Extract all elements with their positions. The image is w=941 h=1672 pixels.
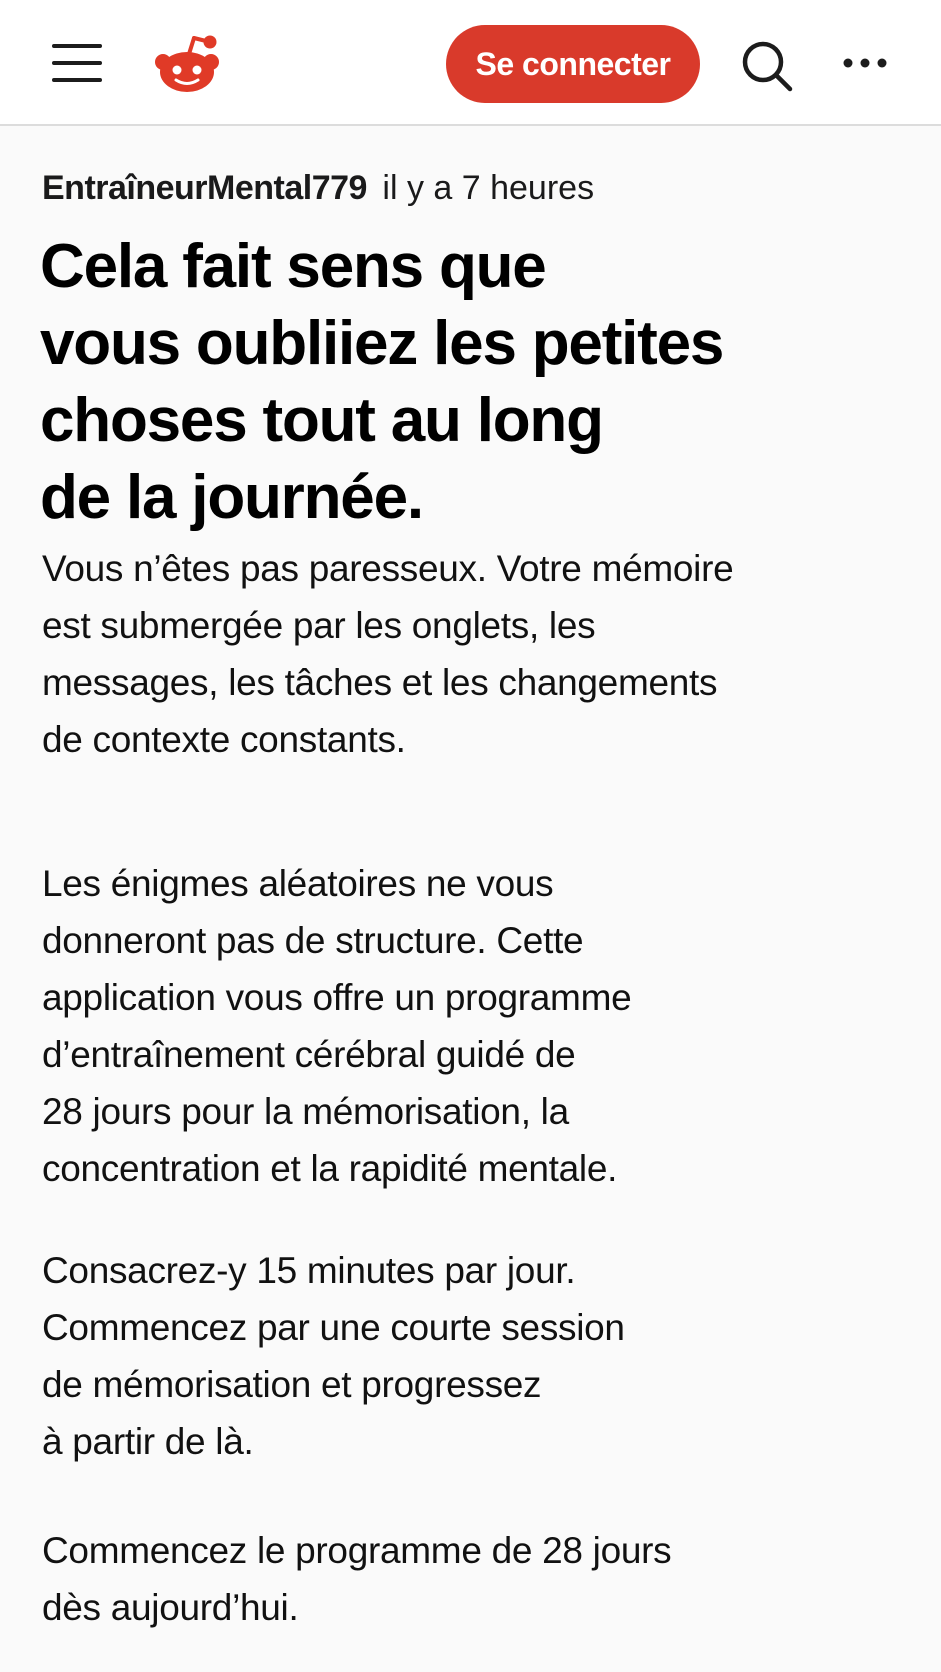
post-title-line: Cela fait sens que xyxy=(40,232,546,301)
post-body-line: de mémorisation et progressez xyxy=(42,1364,542,1405)
post-title-line: vous oubliiez les petites xyxy=(40,309,724,378)
post-body-line: Consacrez-y 15 minutes par jour. xyxy=(42,1250,576,1291)
reddit-logo-icon[interactable] xyxy=(152,30,222,96)
top-navigation-bar xyxy=(0,0,941,126)
post-body-line: de contexte constants. xyxy=(42,719,406,760)
post-title-line: de la journée. xyxy=(40,463,423,532)
post-body-line: Commencez le programme de 28 jours xyxy=(42,1530,672,1571)
login-button[interactable]: Se connecter xyxy=(446,25,700,103)
menu-line xyxy=(52,78,102,82)
post-body-line: à partir de là. xyxy=(42,1421,254,1462)
post-body-line: est submergée par les onglets, les xyxy=(42,605,596,646)
post-meta xyxy=(42,162,594,214)
post-body-paragraph xyxy=(42,1242,912,1470)
post-body-line: Vous n’êtes pas paresseux. Votre mémoire xyxy=(42,548,734,589)
post-timestamp: il y a 7 heures xyxy=(382,169,595,207)
more-options-icon[interactable] xyxy=(840,48,890,78)
hamburger-menu-button[interactable] xyxy=(52,44,102,82)
post-title-line: choses tout au long xyxy=(40,386,603,455)
post-body-line: donneront pas de structure. Cette xyxy=(42,920,584,961)
post-body-line: concentration et la rapidité mentale. xyxy=(42,1148,618,1189)
post-body-line: application vous offre un programme xyxy=(42,977,632,1018)
post-body-paragraph xyxy=(42,855,912,1197)
post-body-line: Les énigmes aléatoires ne vous xyxy=(42,863,554,904)
post-body-line: messages, les tâches et les changements xyxy=(42,662,718,703)
post-body-paragraph xyxy=(42,540,912,768)
search-icon[interactable] xyxy=(739,38,795,94)
post-body-line: 28 jours pour la mémorisation, la xyxy=(42,1091,569,1132)
post-body-line: d’entraînement cérébral guidé de xyxy=(42,1034,576,1075)
post-body-paragraph xyxy=(42,1522,912,1636)
post-body-line: dès aujourd’hui. xyxy=(42,1587,299,1628)
menu-line xyxy=(52,61,102,65)
post-title xyxy=(40,228,880,536)
post-body-line: Commencez par une courte session xyxy=(42,1307,625,1348)
post-author-link[interactable]: EntraîneurMental779 xyxy=(42,169,367,207)
menu-line xyxy=(52,44,102,48)
